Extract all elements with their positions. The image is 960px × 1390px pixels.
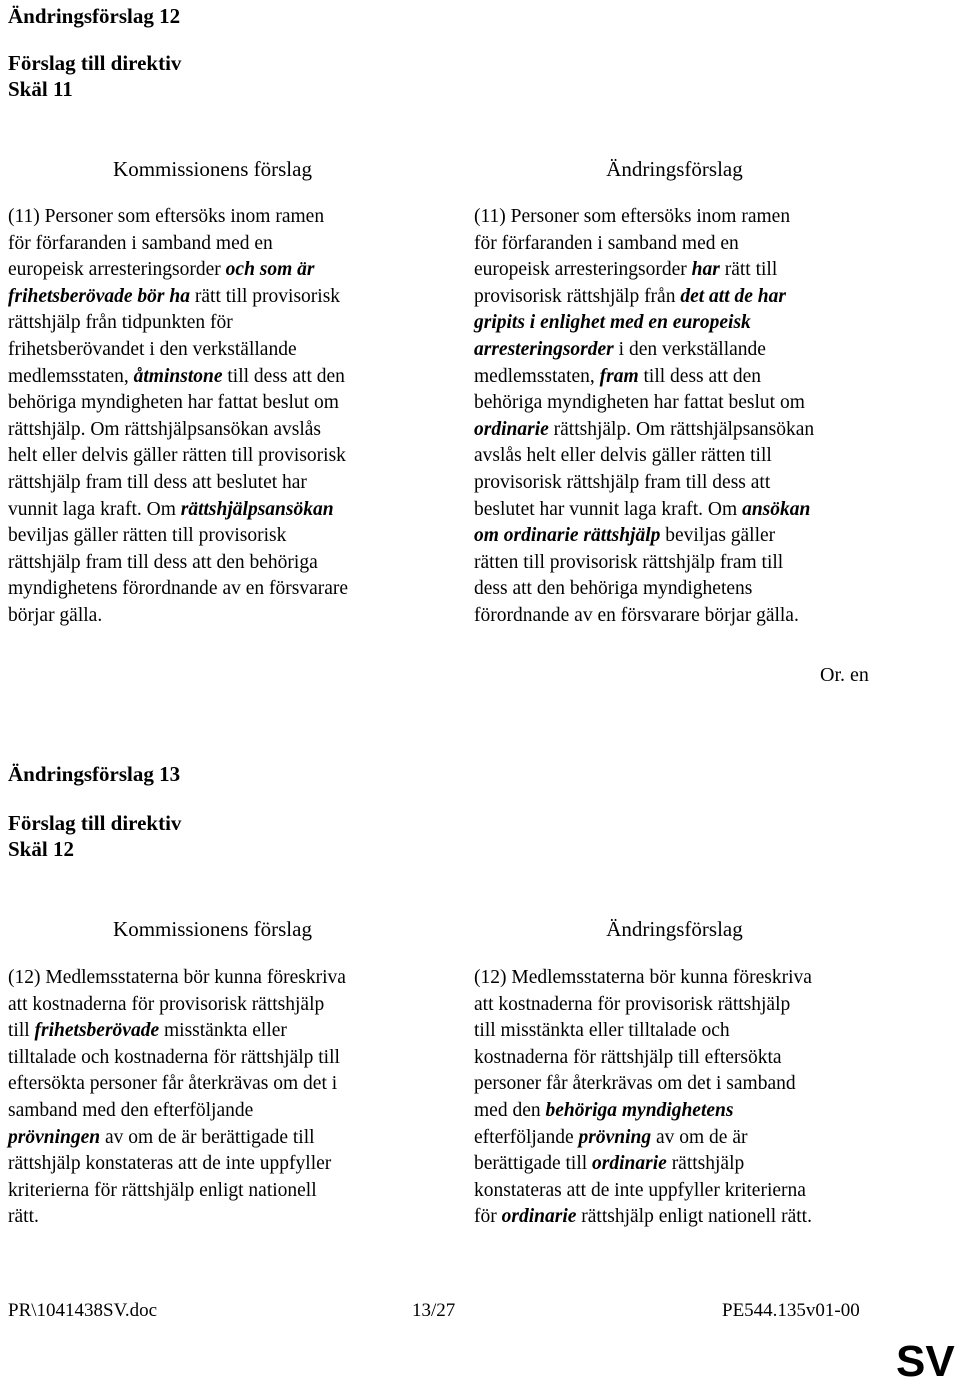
text-run: rättshjälp från tidpunkten för (8, 312, 233, 334)
text-line (474, 1098, 812, 1125)
text-line (474, 965, 812, 992)
text-run: efterföljande (474, 1126, 579, 1148)
changed-text: åtminstone (133, 365, 223, 387)
left-column-heading: Kommissionens förslag (113, 157, 312, 181)
text-run: rätt till (719, 259, 778, 281)
text-run: kriterierna för rättshjälp enligt nationell (8, 1179, 317, 1201)
text-line (474, 1204, 812, 1231)
text-line (474, 992, 812, 1019)
changed-text: prövningen (8, 1126, 101, 1148)
text-run: behöriga myndigheten har fattat beslut om (474, 392, 805, 414)
text-run: rättshjälp enligt nationell rätt. (576, 1206, 812, 1228)
language-code: SV (896, 1337, 955, 1386)
text-line (8, 1018, 346, 1045)
changed-text: gripits i enlighet med en europeisk (474, 312, 751, 334)
text-run: (11) Personer som eftersöks inom ramen (8, 206, 325, 227)
changed-text: och som är (225, 259, 315, 281)
footer-pe-ref: PE544.135v01-00 (722, 1300, 860, 1321)
text-run: frihetsberövandet i den verkställande (8, 338, 297, 360)
text-line (8, 443, 348, 470)
text-line (8, 523, 348, 550)
text-run: av om de är (651, 1126, 748, 1148)
text-line (8, 1178, 346, 1205)
text-line (474, 497, 814, 524)
text-line (474, 1178, 812, 1205)
changed-text: ansökan (742, 498, 811, 520)
text-run: till dess att den (222, 365, 345, 387)
text-line (8, 470, 348, 497)
text-line (474, 470, 814, 497)
text-line (8, 257, 348, 284)
text-run: beslutet har vunnit laga kraft. Om (474, 498, 743, 520)
text-run: europeisk arresteringsorder (474, 259, 692, 281)
text-run: rätt till provisorisk (190, 285, 341, 307)
footer-page-number: 13/27 (412, 1300, 456, 1321)
text-line (8, 497, 348, 524)
changed-text: behöriga myndighetens (545, 1099, 734, 1121)
text-line (8, 965, 346, 992)
text-run: kostnaderna för rättshjälp till eftersökta (474, 1046, 782, 1068)
text-run: provisorisk rättshjälp från (474, 285, 681, 307)
text-run: konstateras att de inte uppfyller kriterierna (474, 1179, 806, 1201)
proposal-label: Förslag till direktiv (8, 51, 182, 75)
text-line (8, 390, 348, 417)
text-run: avslås helt eller delvis gäller rätten till (474, 445, 772, 467)
amendment-text (474, 204, 814, 630)
text-line (474, 204, 814, 231)
text-line (474, 1045, 812, 1072)
text-run: för förfaranden i samband med en (474, 232, 739, 254)
text-run: rättshjälp fram till dess att den behöriga (8, 551, 318, 573)
text-run: börjar gälla. (8, 604, 103, 626)
changed-text: har (691, 259, 720, 281)
text-line (8, 576, 348, 603)
text-run: (11) Personer som eftersöks inom ramen (474, 206, 791, 227)
recital-label: Skäl 12 (8, 837, 74, 861)
amendment-text (474, 965, 812, 1231)
text-line (474, 231, 814, 258)
text-run: att kostnaderna för provisorisk rättshjälp (8, 993, 325, 1015)
text-line (8, 1125, 346, 1152)
text-run: av om de är berättigade till (100, 1126, 315, 1148)
text-line (8, 1204, 346, 1231)
text-run: samband med den efterföljande (8, 1099, 254, 1121)
text-line (8, 364, 348, 391)
text-run: med den (474, 1099, 546, 1121)
text-run: till (8, 1020, 35, 1042)
text-line (474, 257, 814, 284)
changed-text: prövning (578, 1126, 652, 1148)
footer-doc-ref: PR\1041438SV.doc (8, 1300, 158, 1321)
text-run: beviljas gäller (660, 525, 776, 547)
commission-text (8, 965, 346, 1231)
text-run: dess att den behöriga myndighetens (474, 578, 753, 600)
text-line (8, 1151, 346, 1178)
text-run: rättshjälp. Om rättshjälpsansökan (548, 418, 815, 440)
text-run: europeisk arresteringsorder (8, 259, 226, 281)
text-line (8, 284, 348, 311)
changed-text: ordinarie (592, 1153, 667, 1175)
text-line (474, 364, 814, 391)
text-run: för (474, 1206, 502, 1228)
text-line (474, 337, 814, 364)
text-run: rättshjälp. Om rättshjälpsansökan avslås (8, 418, 322, 440)
text-line (474, 550, 814, 577)
text-line (474, 576, 814, 603)
changed-text: rättshjälpsansökan (180, 498, 334, 520)
changed-text: frihetsberövade (34, 1020, 160, 1042)
text-line (474, 390, 814, 417)
text-run: eftersökta personer får återkrävas om det i (8, 1073, 338, 1095)
text-run: rättshjälp fram till dess att beslutet har (8, 471, 307, 493)
text-line (8, 337, 348, 364)
text-run: (12) Medlemsstaterna bör kunna föreskriva (8, 967, 346, 988)
commission-text (8, 204, 348, 630)
text-run: till dess att den (638, 365, 762, 387)
text-line (474, 284, 814, 311)
text-line (8, 231, 348, 258)
text-run: behöriga myndigheten har fattat beslut om (8, 392, 339, 414)
text-line (474, 443, 814, 470)
text-line (8, 1071, 346, 1098)
text-line (8, 310, 348, 337)
text-line (8, 204, 348, 231)
text-run: rättshjälp konstateras att de inte uppfyller (8, 1153, 332, 1175)
text-run: rätt. (8, 1206, 39, 1228)
changed-text: fram (599, 365, 639, 387)
amendment-number: Ändringsförslag 12 (8, 4, 181, 28)
text-run: till misstänkta eller tilltalade och (474, 1020, 730, 1042)
changed-text: ordinarie (474, 418, 549, 440)
text-line (8, 417, 348, 444)
left-column-heading: Kommissionens förslag (113, 917, 312, 941)
text-run: att kostnaderna för provisorisk rättshjälp (474, 993, 791, 1015)
text-line (8, 1045, 346, 1072)
text-run: förordnande av en försvarare börjar gälla. (474, 604, 799, 626)
changed-text: ordinarie (501, 1206, 577, 1228)
text-line (474, 523, 814, 550)
text-run: misstänkta eller (159, 1020, 287, 1042)
text-run: medlemsstaten, (474, 365, 600, 387)
right-column-heading: Ändringsförslag (606, 157, 743, 181)
text-run: rätten till provisorisk rättshjälp fram till (474, 551, 784, 573)
text-run: beviljas gäller rätten till provisorisk (8, 525, 287, 547)
proposal-label: Förslag till direktiv (8, 811, 182, 835)
text-run: i den verkställande (613, 338, 766, 360)
text-line (474, 1151, 812, 1178)
changed-text: arresteringsorder (474, 338, 614, 360)
text-run: (12) Medlemsstaterna bör kunna föreskriva (474, 967, 812, 988)
text-run: tilltalade och kostnaderna för rättshjälp till (8, 1046, 340, 1068)
text-run: rättshjälp (666, 1153, 745, 1175)
right-column-heading: Ändringsförslag (606, 917, 743, 941)
text-run: vunnit laga kraft. Om (8, 498, 181, 520)
text-line (8, 603, 348, 630)
text-run: provisorisk rättshjälp fram till dess att (474, 471, 771, 493)
text-run: medlemsstaten, (8, 365, 134, 387)
text-line (8, 992, 346, 1019)
text-run: för förfaranden i samband med en (8, 232, 273, 254)
changed-text: det att de har (680, 285, 786, 307)
original-language: Or. en (820, 664, 869, 686)
text-line (474, 1125, 812, 1152)
text-line (8, 550, 348, 577)
recital-label: Skäl 11 (8, 77, 73, 101)
text-line (474, 1071, 812, 1098)
changed-text: om ordinarie rättshjälp (474, 525, 661, 547)
text-line (474, 1018, 812, 1045)
text-run: personer får återkrävas om det i samband (474, 1073, 796, 1095)
text-run: helt eller delvis gäller rätten till provisorisk (8, 445, 346, 467)
changed-text: frihetsberövade bör ha (8, 285, 190, 307)
text-run: myndighetens förordnande av en försvarare (8, 578, 349, 600)
amendment-number: Ändringsförslag 13 (8, 762, 181, 786)
text-run: berättigade till (474, 1153, 593, 1175)
text-line (474, 417, 814, 444)
text-line (474, 310, 814, 337)
text-line (8, 1098, 346, 1125)
text-line (474, 603, 814, 630)
